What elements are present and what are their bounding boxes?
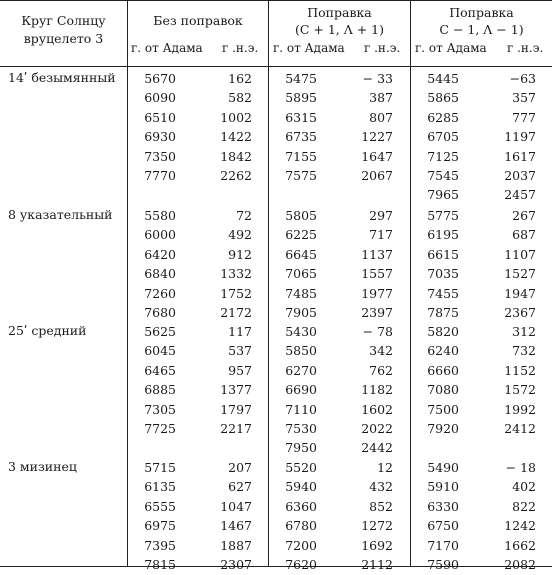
year-ad-plain-cell: 1377 [220,382,252,398]
year-adam-plus-cell: 7530 [285,421,317,436]
year-ad-plain-cell: 1842 [220,148,252,164]
year-ad-plus-cell: 1692 [361,537,393,553]
subheader-ne-1: г .н.э. [222,41,259,55]
table-row [0,186,552,205]
year-ad-plain-cell: 1752 [220,285,252,301]
year-ad-minus-cell: 1572 [504,382,536,398]
year-ad-plus-cell: 297 [369,208,393,223]
year-adam-minus-cell: 7080 [427,382,459,398]
year-adam-minus-cell: 7455 [427,285,459,301]
year-ad-minus-cell: 267 [512,208,536,223]
year-adam-minus-cell: 7965 [427,187,459,203]
year-adam-plain-cell: 6420 [144,246,176,262]
year-ad-minus-cell: 777 [512,109,536,125]
year-adam-minus-cell: 6285 [427,109,459,125]
year-ad-plain-cell: 537 [228,343,252,359]
year-adam-minus-cell: 5910 [427,479,459,495]
year-adam-plus-cell: 5895 [285,90,317,106]
year-ad-plus-cell: 762 [369,362,393,378]
year-ad-plain-cell: 1422 [220,129,252,145]
year-ad-plus-cell: 1227 [361,129,393,145]
year-ad-plain-cell: 2307 [220,557,252,572]
year-adam-plus-cell: 7200 [285,537,317,553]
subheader-adam-2: г. от Адама [273,41,345,55]
table-row [0,556,552,575]
year-ad-plus-cell: − 33 [362,71,393,86]
year-ad-plain-cell: 627 [228,479,252,495]
year-ad-plain-cell: 2262 [220,168,252,183]
year-ad-plain-cell: 492 [228,227,252,243]
year-adam-minus-cell: 7545 [427,168,459,183]
year-adam-plain-cell: 7305 [144,401,176,417]
header-col-circle-line1: Круг Солнцу [21,13,106,28]
year-ad-minus-cell: 402 [512,479,536,495]
year-ad-minus-cell: 822 [512,498,536,514]
year-ad-plus-cell: 2442 [361,440,393,456]
year-ad-plain-cell: 207 [228,460,252,475]
year-adam-plain-cell: 7395 [144,537,176,553]
header-col-correction-plus-line2: (С + 1, Λ + 1) [294,22,385,37]
year-adam-plain-cell: 6975 [144,518,176,534]
subheader-adam-3: г. от Адама [415,41,487,55]
year-adam-plus-cell: 6690 [285,382,317,398]
table-row [0,381,552,400]
year-ad-plain-cell: 1332 [220,266,252,282]
year-ad-plus-cell: 342 [369,343,393,359]
year-adam-plain-cell: 6000 [144,227,176,243]
year-adam-plus-cell: 5940 [285,479,317,495]
table-row [0,537,552,556]
year-ad-plain-cell: 912 [228,246,252,262]
year-adam-plus-cell: 6735 [285,129,317,145]
table-row [0,459,552,478]
year-ad-plus-cell: 1977 [361,285,393,301]
year-ad-plain-cell: 162 [228,71,252,86]
year-adam-plus-cell: 7065 [285,266,317,282]
year-adam-minus-cell: 5445 [427,71,459,86]
year-adam-plus-cell: 7950 [285,440,317,456]
year-adam-minus-cell: 5775 [427,208,459,223]
year-adam-minus-cell: 7035 [427,266,459,282]
year-adam-plain-cell: 6135 [144,479,176,495]
year-adam-plain-cell: 5670 [144,71,176,86]
year-ad-minus-cell: 1197 [504,129,536,145]
year-ad-plus-cell: 432 [369,479,393,495]
year-ad-minus-cell: 2457 [504,187,536,203]
year-adam-plus-cell: 5805 [285,208,317,223]
year-adam-plain-cell: 5580 [144,208,176,223]
year-adam-minus-cell: 6750 [427,518,459,534]
year-ad-plus-cell: 1602 [361,401,393,417]
year-adam-plain-cell: 6090 [144,90,176,106]
year-adam-plain-cell: 5625 [144,324,176,339]
year-adam-minus-cell: 5865 [427,90,459,106]
table-row [0,167,552,186]
group-label: 8 указательный [8,207,113,222]
year-adam-plus-cell: 5430 [285,324,317,339]
year-adam-plus-cell: 7905 [285,305,317,320]
year-ad-minus-cell: 1242 [504,518,536,534]
year-ad-plus-cell: 1137 [361,246,393,262]
header-col-correction-plus-line1: Поправка [307,5,372,20]
year-adam-minus-cell: 6240 [427,343,459,359]
year-ad-minus-cell: 687 [512,227,536,243]
year-adam-plain-cell: 7725 [144,421,176,436]
table-row [0,304,552,323]
year-ad-minus-cell: 1152 [504,362,536,378]
year-ad-plus-cell: 807 [369,109,393,125]
year-ad-minus-cell: 2037 [504,168,536,183]
year-ad-plus-cell: 717 [369,227,393,243]
year-ad-minus-cell: 1947 [504,285,536,301]
year-adam-plus-cell: 5850 [285,343,317,359]
year-adam-minus-cell: 5820 [427,324,459,339]
year-adam-plain-cell: 7770 [144,168,176,183]
year-adam-minus-cell: 7125 [427,148,459,164]
year-adam-plus-cell: 7620 [285,557,317,572]
table-row [0,362,552,381]
table-row [0,401,552,420]
year-ad-plus-cell: 2067 [361,168,393,183]
year-ad-minus-cell: − 18 [505,460,536,475]
year-ad-plus-cell: 2112 [361,557,393,572]
table-row [0,246,552,265]
table-row [0,109,552,128]
table-row [0,342,552,361]
year-ad-plus-cell: 1647 [361,148,393,164]
year-ad-minus-cell: 312 [512,324,536,339]
subheader-ne-2: г .н.э. [364,41,401,55]
year-adam-minus-cell: 7875 [427,305,459,320]
year-ad-minus-cell: 2367 [504,305,536,320]
year-ad-minus-cell: 1527 [504,266,536,282]
table-row [0,89,552,108]
year-adam-minus-cell: 6195 [427,227,459,243]
year-adam-plain-cell: 7815 [144,557,176,572]
year-adam-plain-cell: 7260 [144,285,176,301]
year-ad-plus-cell: 1182 [361,382,393,398]
year-adam-minus-cell: 6615 [427,246,459,262]
year-adam-minus-cell: 6660 [427,362,459,378]
year-ad-minus-cell: 2412 [504,421,536,436]
year-adam-minus-cell: 6705 [427,129,459,145]
year-adam-plain-cell: 6555 [144,498,176,514]
year-ad-plus-cell: 2397 [361,305,393,320]
year-ad-plain-cell: 1002 [220,109,252,125]
year-ad-plain-cell: 2172 [220,305,252,320]
year-ad-minus-cell: −63 [509,71,536,86]
year-adam-minus-cell: 7500 [427,401,459,417]
subheader-ne-3: г .н.э. [507,41,544,55]
subheader-adam-1: г. от Адама [131,41,203,55]
year-ad-plain-cell: 2217 [220,421,252,436]
table-row [0,478,552,497]
header-col-circle-line2: вруцелето 3 [23,31,104,46]
top-rule [0,0,552,1]
header-col-no-correction: Без поправок [153,13,243,28]
year-ad-plus-cell: 12 [377,460,393,475]
year-adam-plain-cell: 6510 [144,109,176,125]
year-adam-plus-cell: 6645 [285,246,317,262]
year-ad-plain-cell: 582 [228,90,252,106]
header-rule [0,66,552,67]
year-ad-plain-cell: 957 [228,362,252,378]
header-col-correction-minus-line1: Поправка [449,5,514,20]
year-adam-plus-cell: 6225 [285,227,317,243]
year-adam-plus-cell: 6270 [285,362,317,378]
year-adam-minus-cell: 7920 [427,421,459,436]
year-adam-plus-cell: 6360 [285,498,317,514]
year-adam-plus-cell: 5520 [285,460,317,475]
table-row [0,265,552,284]
year-ad-minus-cell: 1662 [504,537,536,553]
group-label: 3 мизинец [8,459,77,474]
year-adam-minus-cell: 7170 [427,537,459,553]
year-adam-plus-cell: 5475 [285,71,317,86]
table-row [0,498,552,517]
year-ad-plain-cell: 1887 [220,537,252,553]
table-row [0,439,552,458]
table-row [0,148,552,167]
year-adam-plus-cell: 7485 [285,285,317,301]
year-adam-plain-cell: 6885 [144,382,176,398]
year-ad-plus-cell: 1557 [361,266,393,282]
table-row [0,226,552,245]
year-ad-minus-cell: 357 [512,90,536,106]
year-adam-plain-cell: 6045 [144,343,176,359]
year-ad-plain-cell: 1047 [220,498,252,514]
year-ad-plus-cell: 1272 [361,518,393,534]
year-ad-plain-cell: 1467 [220,518,252,534]
year-ad-minus-cell: 1992 [504,401,536,417]
year-adam-plus-cell: 6780 [285,518,317,534]
year-adam-plain-cell: 7350 [144,148,176,164]
year-ad-plain-cell: 72 [236,208,252,223]
table-row [0,420,552,439]
year-ad-plus-cell: 387 [369,90,393,106]
year-ad-minus-cell: 1107 [504,246,536,262]
year-ad-minus-cell: 2082 [504,557,536,572]
year-adam-plain-cell: 6465 [144,362,176,378]
year-ad-plain-cell: 117 [228,324,252,339]
year-ad-plus-cell: − 78 [362,324,393,339]
table-row [0,517,552,536]
group-label: 25ʹ средний [8,323,87,338]
table-row [0,207,552,226]
year-adam-plus-cell: 6315 [285,109,317,125]
table-row [0,128,552,147]
year-adam-plus-cell: 7575 [285,168,317,183]
year-ad-plain-cell: 1797 [220,401,252,417]
year-adam-plain-cell: 7680 [144,305,176,320]
year-ad-minus-cell: 1617 [504,148,536,164]
table-row [0,323,552,342]
year-adam-plain-cell: 6840 [144,266,176,282]
year-ad-plus-cell: 852 [369,498,393,514]
year-adam-minus-cell: 6330 [427,498,459,514]
year-adam-minus-cell: 7590 [427,557,459,572]
year-adam-minus-cell: 5490 [427,460,459,475]
table-row [0,285,552,304]
header-col-correction-minus-line2: С − 1, Λ − 1) [439,22,524,37]
table-row [0,70,552,89]
year-ad-minus-cell: 732 [512,343,536,359]
year-adam-plain-cell: 6930 [144,129,176,145]
year-ad-plus-cell: 2022 [361,421,393,436]
year-adam-plain-cell: 5715 [144,460,176,475]
year-adam-plus-cell: 7110 [285,401,317,417]
group-label: 14ʹ безымянный [8,70,116,85]
year-adam-plus-cell: 7155 [285,148,317,164]
